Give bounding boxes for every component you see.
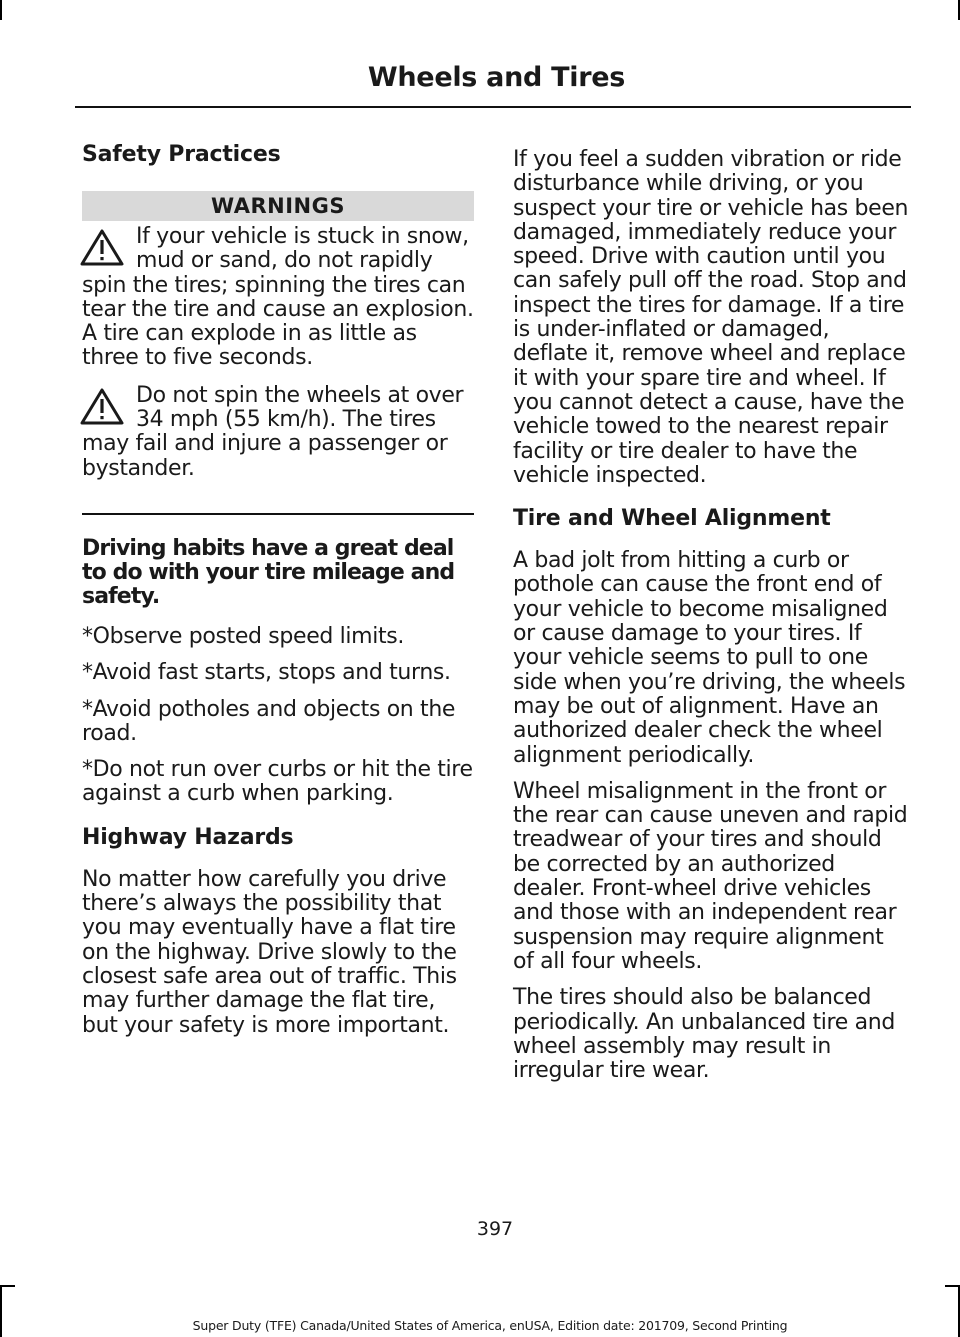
- highway-hazards-heading: Highway Hazards: [82, 824, 294, 850]
- alignment-text: A bad jolt from hitting a curb or pothole can cause the front end of your vehicle to become misaligned or cause damage to your tires. If your vehicle seems to pull to one side when you’re driving, the wheels may be out of alignment. Have an authorized dealer check the wheel alignment periodically.: [513, 548, 906, 768]
- footer-edition-info: Super Duty (TFE) Canada/United States of America, enUSA, Edition date: 201709, Second Printing: [192, 1318, 788, 1333]
- warning-block-1: [82, 225, 474, 371]
- page-number: 397: [476, 1218, 514, 1240]
- warning-text-2: Do not spin the wheels at over 34 mph (55 km/h). The tires may fail and injure a passenger or bystander.: [82, 382, 464, 481]
- balance-text: The tires should also be balanced periodically. An unbalanced tire and wheel assembly may result in irregular tire wear.: [513, 985, 895, 1084]
- warnings-banner: WARNINGS: [82, 191, 474, 221]
- crop-mark-bottom-right-h: [945, 1285, 960, 1287]
- right-column: [513, 148, 909, 1083]
- vibration-text: If you feel a sudden vibration or ride disturbance while driving, or you suspect your tire or vehicle has been damaged, immediately reduce your speed. Drive with caution until you can safely pull off the road. Stop and inspect the tires for damage. If a tire is under-inflated or damaged, deflate it, remove wheel and replace it with your spare tire and wheel. If you cannot detect a cause, have the vehicle towed to the nearest repair facility or tire dealer to have the vehicle inspected.: [513, 147, 909, 488]
- section-divider: [82, 513, 474, 515]
- driving-habits-lead: Driving habits have a great deal to do with your tire mileage and safety.: [82, 535, 455, 609]
- crop-mark-bottom-left-h: [0, 1285, 15, 1287]
- alignment-heading: Tire and Wheel Alignment: [513, 506, 831, 532]
- bullet-item: *Do not run over curbs or hit the tire against a curb when parking.: [82, 757, 473, 807]
- warning-triangle-icon: [80, 387, 130, 425]
- warning-triangle-icon: [80, 228, 130, 266]
- misalignment-text: Wheel misalignment in the front or the rear can cause uneven and rapid treadwear of your tires and should be corrected by an authorized dealer. Front-wheel drive vehicles and those with an independent rear suspension may require alignment of all four wheels.: [513, 778, 908, 974]
- warning-block-2: [82, 384, 474, 481]
- bullet-item: *Avoid potholes and objects on the road.: [82, 696, 456, 746]
- warning-text-1: If your vehicle is stuck in snow, mud or sand, do not rapidly spin the tires; spinning the tires can tear the tire and cause an explosion. A tire can explode in as little as three to five seconds.: [82, 224, 474, 371]
- crop-mark-top-left: [0, 0, 2, 20]
- page-header-title: Wheels and Tires: [367, 62, 625, 93]
- left-column: [82, 140, 474, 1038]
- highway-hazards-text: No matter how carefully you drive there’s always the possibility that you may eventually have a flat tire on the highway. Drive slowly to the closest safe area out of traffic. This may further damage the flat tire, but your safety is more important.: [82, 866, 457, 1038]
- safety-practices-heading: Safety Practices: [82, 142, 281, 167]
- bullet-item: *Avoid fast starts, stops and turns.: [82, 660, 451, 686]
- bullet-item: *Observe posted speed limits.: [82, 623, 405, 649]
- header-divider: [75, 106, 911, 108]
